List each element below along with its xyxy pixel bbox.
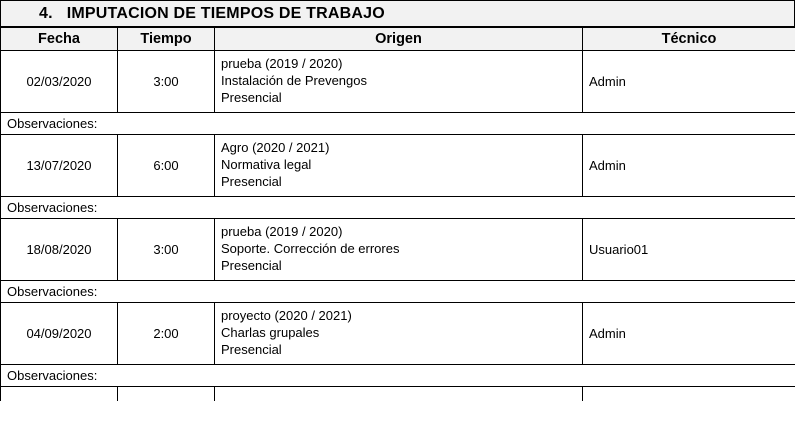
- cell-tecnico: [583, 387, 795, 401]
- origen-line-mode: Presencial: [221, 173, 282, 189]
- observations-label: Observaciones:: [7, 200, 98, 215]
- cell-fecha: 04/09/2020: [1, 303, 118, 365]
- observations-row: [1, 113, 795, 135]
- table-header: [1, 28, 795, 51]
- cell-origen: [215, 135, 583, 197]
- origen-lines: [221, 224, 576, 275]
- section-title-bar: [0, 0, 795, 27]
- observations-cell: [1, 197, 795, 219]
- timesheet-table: [0, 27, 795, 401]
- cell-tecnico: Usuario01: [583, 219, 795, 281]
- table-header-row: [1, 28, 795, 51]
- observations-cell: [1, 281, 795, 303]
- column-header-tiempo: Tiempo: [118, 28, 215, 51]
- column-header-origen: Origen: [215, 28, 583, 51]
- cell-tecnico: Admin: [583, 51, 795, 113]
- cell-fecha: 18/08/2020: [1, 219, 118, 281]
- cell-origen: [215, 51, 583, 113]
- cell-origen: [215, 219, 583, 281]
- table-row: [1, 51, 795, 113]
- section-number: 4.: [39, 4, 53, 22]
- origen-lines: [221, 56, 576, 107]
- section-title-text: IMPUTACION DE TIEMPOS DE TRABAJO: [66, 4, 385, 22]
- observations-label: Observaciones:: [7, 284, 98, 299]
- observations-cell: [1, 113, 795, 135]
- cell-origen: [215, 303, 583, 365]
- observations-row: [1, 281, 795, 303]
- origen-line-project: prueba (2019 / 2020): [221, 56, 343, 72]
- observations-cell: [1, 365, 795, 387]
- table-row: [1, 135, 795, 197]
- origen-line-task: Instalación de Prevengos: [221, 73, 367, 89]
- cell-fecha: 13/07/2020: [1, 135, 118, 197]
- observations-row: [1, 197, 795, 219]
- origen-line-project: proyecto (2020 / 2021): [221, 308, 352, 324]
- origen-line-task: Soporte. Corrección de errores: [221, 241, 400, 257]
- table-body: [1, 51, 795, 401]
- cell-tiempo: 2:00: [118, 303, 215, 365]
- column-header-tecnico: Técnico: [583, 28, 795, 51]
- origen-lines: [221, 308, 576, 359]
- observations-label: Observaciones:: [7, 116, 98, 131]
- cell-origen: [215, 387, 583, 401]
- table-row-partial: [1, 387, 795, 401]
- origen-line-project: prueba (2019 / 2020): [221, 224, 343, 240]
- cell-tecnico: Admin: [583, 303, 795, 365]
- cell-fecha: 02/03/2020: [1, 51, 118, 113]
- cell-tiempo: [118, 387, 215, 401]
- observations-label: Observaciones:: [7, 368, 98, 383]
- table-row: [1, 219, 795, 281]
- cell-tiempo: 3:00: [118, 51, 215, 113]
- origen-line-mode: Presencial: [221, 89, 282, 105]
- origen-line-project: Agro (2020 / 2021): [221, 140, 330, 156]
- origen-line-mode: Presencial: [221, 341, 282, 357]
- cell-tiempo: 6:00: [118, 135, 215, 197]
- column-header-fecha: Fecha: [1, 28, 118, 51]
- origen-line-mode: Presencial: [221, 257, 282, 273]
- cell-tecnico: Admin: [583, 135, 795, 197]
- origen-line-task: Normativa legal: [221, 157, 312, 173]
- cell-tiempo: 3:00: [118, 219, 215, 281]
- origen-lines: [221, 140, 576, 191]
- origen-line-task: Charlas grupales: [221, 325, 320, 341]
- observations-row: [1, 365, 795, 387]
- table-row: [1, 303, 795, 365]
- cell-fecha: [1, 387, 118, 401]
